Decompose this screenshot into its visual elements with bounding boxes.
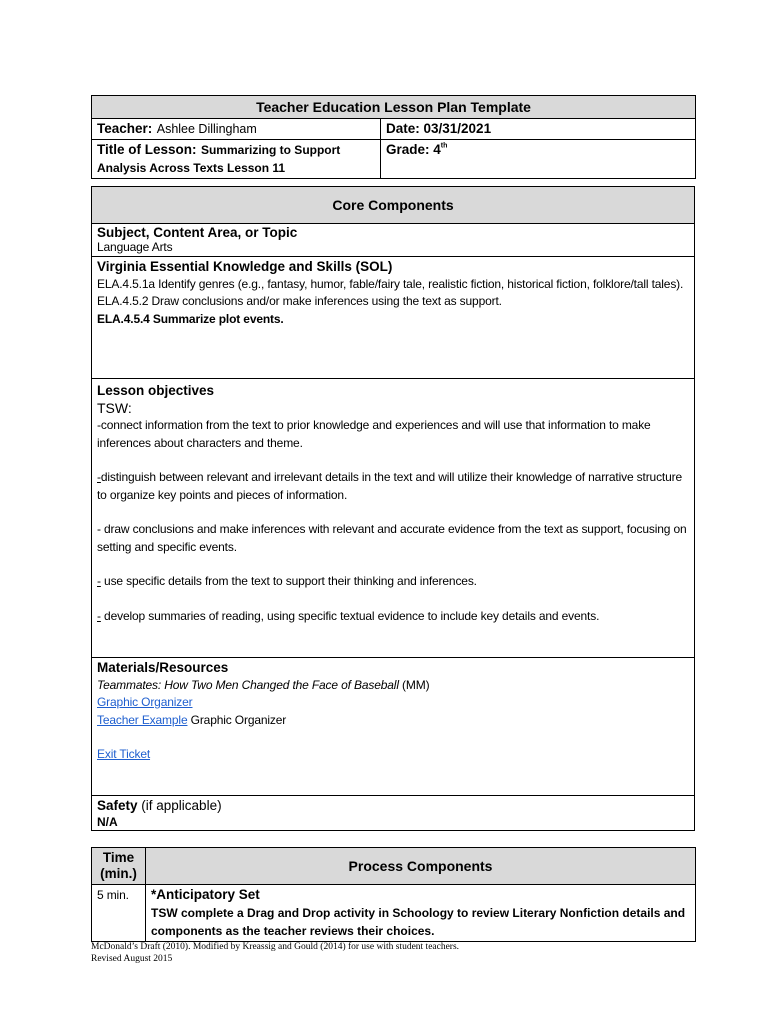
safety-note: (if applicable) [137, 798, 222, 813]
template-title: Teacher Education Lesson Plan Template [92, 96, 696, 119]
sol-item: ELA.4.5.1a Identify genres (e.g., fantasy, humor, fable/fairy tale, realistic fiction, historical fiction, folklore/tall tales). [97, 276, 684, 291]
sol-cell [92, 257, 695, 379]
objective-item [97, 608, 689, 626]
objective-prefix: - [97, 470, 101, 484]
subject-label: Subject, Content Area, or Topic [97, 225, 298, 240]
grade-label: Grade: 4 [386, 142, 441, 157]
objective-text: distinguish between relevant and irrelevant details in the text and will utilize their knowledge of narrative structure to organize key points and pieces of information. [97, 470, 683, 502]
graphic-organizer-link[interactable]: Graphic Organizer [97, 695, 193, 709]
grade-suffix: th [440, 142, 448, 150]
safety-value: N/A [97, 815, 118, 829]
row1-text: TSW complete a Drag and Drop activity in Schoology to review Literary Nonfiction details and components as the teacher reviews their choices. [151, 906, 686, 938]
subject-value: Language Arts [97, 240, 173, 254]
objective-text: -connect information from the text to prior knowledge and experiences and will use that information to make inferences about characters and theme. [97, 418, 651, 450]
teacher-name: Ashlee Dillingham [156, 122, 257, 136]
row1-time: 5 min. [92, 885, 146, 942]
book-suffix: (MM) [398, 677, 430, 692]
exit-ticket-link[interactable]: Exit Ticket [97, 747, 151, 761]
teacher-cell [92, 119, 381, 140]
objectives-label: Lesson objectives [97, 383, 215, 398]
objective-item [97, 469, 689, 504]
sol-item: ELA.4.5.4 Summarize plot events. [97, 311, 284, 326]
objective-item [97, 521, 689, 556]
materials-cell [92, 658, 695, 796]
safety-label: Safety [97, 798, 138, 813]
footer [91, 941, 459, 965]
teacher-label: Teacher: [97, 121, 153, 136]
core-components-table [91, 186, 695, 831]
header-table [91, 95, 696, 179]
materials-label: Materials/Resources [97, 660, 229, 675]
row1-content [146, 885, 696, 942]
objective-prefix: - [97, 608, 101, 623]
objective-prefix: - [97, 574, 101, 588]
date-label: Date: 03/31/2021 [386, 121, 492, 136]
subject-cell [92, 224, 695, 257]
objective-text: develop summaries of reading, using specific textual evidence to include key details and events. [100, 608, 600, 623]
core-components-heading: Core Components [92, 187, 695, 224]
objectives-intro: TSW: [97, 399, 132, 416]
footer-line2: Revised August 2015 [91, 954, 173, 964]
time-header: Time (min.) [92, 848, 146, 885]
objective-text: - draw conclusions and make inferences with relevant and accurate evidence from the text as support, focusing on setting and specific events. [97, 522, 687, 554]
book-title: Teammates: How Two Men Changed the Face of Baseball [97, 677, 399, 692]
lesson-title-label: Title of Lesson: [97, 142, 197, 157]
objectives-cell [92, 379, 695, 658]
materials-book [97, 677, 689, 695]
objective-item [97, 417, 689, 452]
teacher-example-suffix: Graphic Organizer [187, 712, 287, 727]
objective-text: use specific details from the text to support their thinking and inferences. [100, 574, 477, 588]
grade-cell [381, 140, 696, 179]
lesson-title-value: Summarizing to Support Analysis Across Texts Lesson 11 [97, 143, 341, 175]
process-components-heading: Process Components [146, 848, 696, 885]
row1-title: *Anticipatory Set [151, 887, 260, 902]
objective-item [97, 573, 689, 591]
safety-cell [92, 796, 695, 831]
process-components-table [91, 847, 696, 942]
date-cell [381, 119, 696, 140]
sol-label: Virginia Essential Knowledge and Skills (SOL) [97, 259, 393, 274]
sol-item: ELA.4.5.2 Draw conclusions and/or make inferences using the text as support. [97, 294, 502, 308]
footer-line1: McDonald’s Draft (2010). Modified by Kreassig and Gould (2014) for use with student teachers. [91, 942, 460, 952]
lesson-title-cell [92, 140, 381, 179]
teacher-example-link[interactable]: Teacher Example [97, 712, 188, 727]
